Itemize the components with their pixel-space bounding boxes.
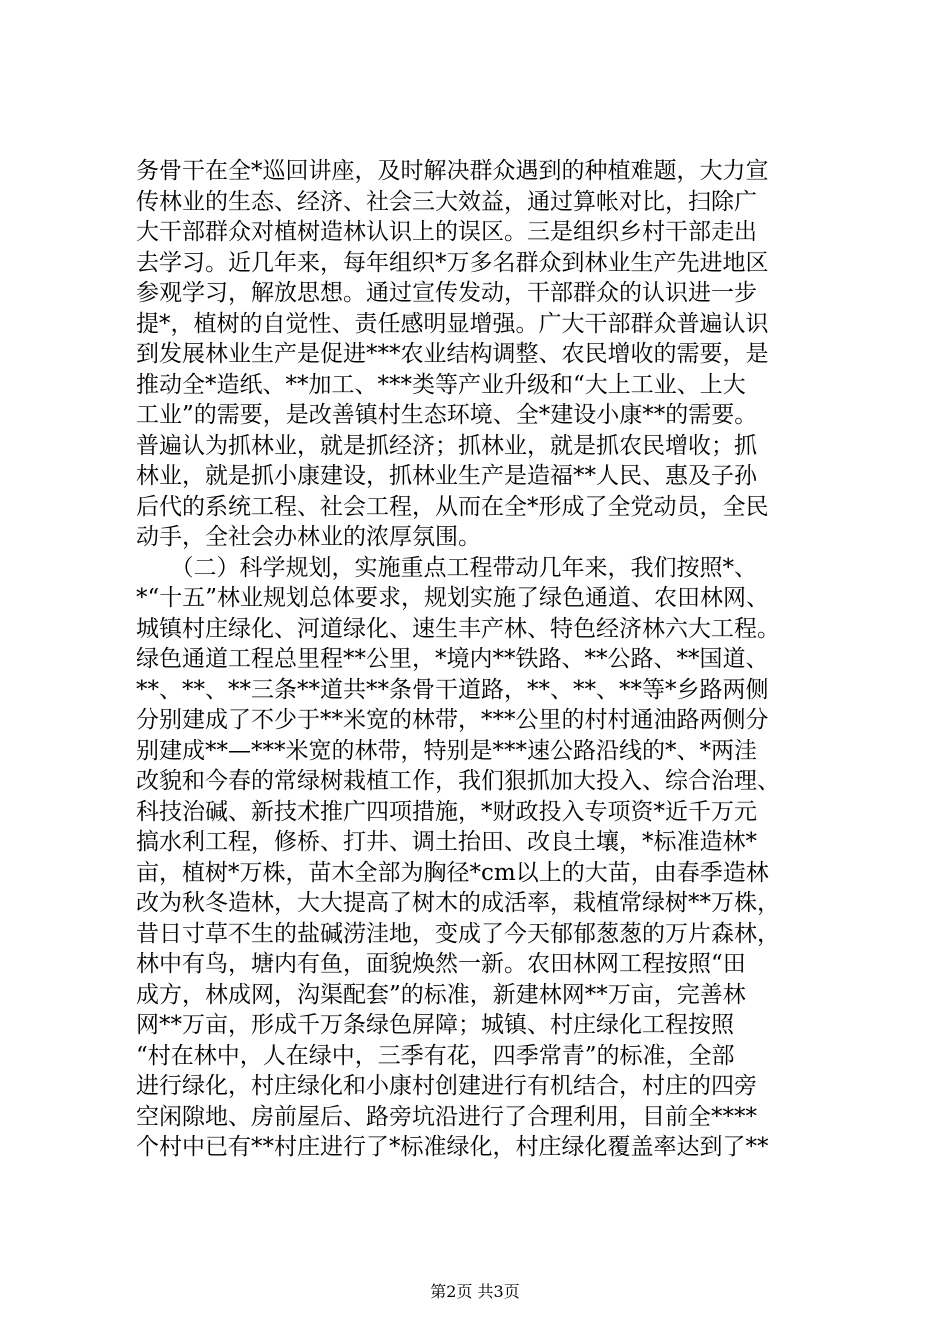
text-line-19: 分别建成了不少于**米宽的林带，***公里的村村通油路两侧分 [136, 707, 769, 733]
text-line-12: 后代的系统工程、社会工程，从而在全*形成了全党动员，全民 [136, 493, 769, 520]
text-line-27: 林中有鸟，塘内有鱼，面貌焕然一新。农田林网工程按照“田 [136, 951, 746, 977]
text-line-31: 进行绿化，村庄绿化和小康村创建进行有机结合，村庄的四旁 [136, 1073, 757, 1099]
text-line-10: 普遍认为抓林业，就是抓经济；抓林业，就是抓农民增收；抓 [136, 432, 757, 459]
text-line-24: 亩，植树*万株，苗木全部为胸径*cm以上的大苗，由春季造林 [136, 859, 769, 886]
text-line-3: 大干部群众对植树造林认识上的误区。三是组织乡村干部走出 [136, 219, 757, 245]
text-line-8: 推动全*造纸、**加工、***类等产业升级和“大上工业、上大 [136, 371, 746, 398]
document-body [136, 156, 826, 1163]
text-line-1: 务骨干在全*巡回讲座，及时解决群众遇到的种植难题，大力宣 [136, 158, 769, 184]
text-line-29: 网**万亩，形成千万条绿色屏障；城镇、村庄绿化工程按照 [136, 1012, 734, 1038]
text-line-6: 提*，植树的自觉性、责任感明显增强。广大干部群众普遍认识 [136, 310, 769, 337]
text-line-32: 空闲隙地、房前屋后、路旁坑沿进行了合理利用，目前全**** [136, 1103, 757, 1130]
text-line-21: 改貌和今春的常绿树栽植工作，我们狠抓加大投入、综合治理、 [136, 768, 780, 794]
text-line-11: 林业，就是抓小康建设，抓林业生产是造福**人民、惠及子孙 [136, 463, 757, 489]
text-line-9: 工业”的需要，是改善镇村生态环境、全*建设小康**的需要。 [136, 402, 758, 428]
text-line-26: 昔日寸草不生的盐碱涝洼地，变成了今天郁郁葱葱的万片森林， [136, 920, 780, 947]
text-line-23: 搞水利工程，修桥、打井、调土抬田、改良土壤，*标准造林* [136, 829, 757, 855]
text-line-7: 到发展林业生产是促进***农业结构调整、农民增收的需要，是 [136, 341, 769, 367]
text-line-13: 动手，全社会办林业的浓厚氛围。 [136, 524, 481, 550]
text-line-16: 城镇村庄绿化、河道绿化、速生丰产林、特色经济林六大工程。 [136, 615, 780, 642]
text-line-17: 绿色通道工程总里程**公里，*境内**铁路、**公路、**国道、 [136, 646, 769, 672]
page-number-footer: 第2页 共3页 [430, 1282, 520, 1301]
text-line-22: 科技治碱、新技术推广四项措施，*财政投入专项资*近千万元 [136, 798, 757, 825]
text-line-28: 成方，林成网，沟渠配套”的标准，新建林网**万亩，完善林 [136, 981, 746, 1008]
text-line-33: 个村中已有**村庄进行了*标准绿化，村庄绿化覆盖率达到了** [136, 1134, 769, 1160]
text-line-2: 传林业的生态、经济、社会三大效益，通过算帐对比，扫除广 [136, 188, 757, 215]
text-line-5: 参观学习，解放思想。通过宣传发动，干部群众的认识进一步 [136, 280, 757, 306]
text-line-4: 去学习。近几年来，每年组织*万多名群众到林业生产先进地区 [136, 249, 769, 276]
text-line-20: 别建成**—***米宽的林带，特别是***速公路沿线的*、*两洼 [136, 737, 757, 764]
text-line-18: **、**、**三条**道共**条骨干道路，**、**、**等*乡路两侧 [136, 676, 769, 703]
text-line-25: 改为秋冬造林，大大提高了树木的成活率，栽植常绿树**万株， [136, 890, 780, 916]
text-line-30: “村在林中，人在绿中，三季有花，四季常青”的标准，全部 [136, 1042, 735, 1069]
text-line-15: *“十五”林业规划总体要求，规划实施了绿色通道、农田林网、 [136, 585, 770, 611]
text-line-14: （二）科学规划，实施重点工程带动几年来，我们按照*、 [136, 554, 757, 581]
